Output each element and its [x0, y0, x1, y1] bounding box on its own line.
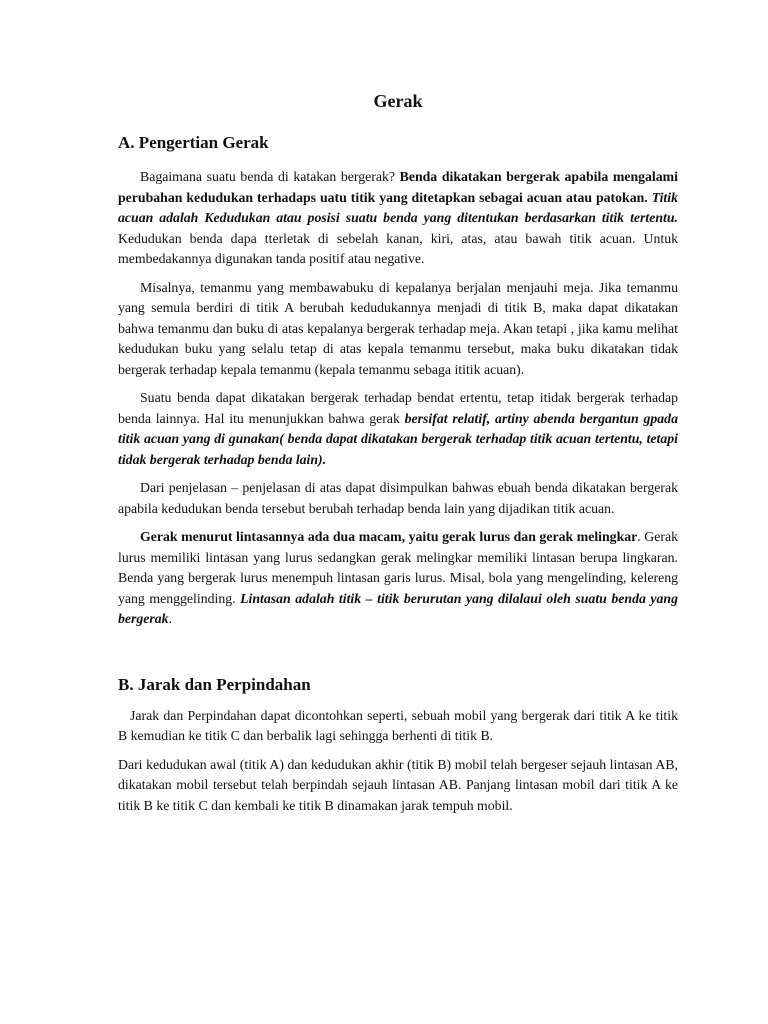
text-span: . Gerak lurus memiliki lintasan yang lurus sedangkan gerak melingkar memiliki lintasan berupa lingkaran. Benda yang bergerak lurus menempuh lintasan garis lurus. Misal, bola yang mengelinding, kelereng yang menggelinding.: [118, 529, 678, 606]
text-span: .: [168, 611, 173, 626]
section-b-paragraph-2: Dari kedudukan awal (titik A) dan kedudukan akhir (titik B) mobil telah bergeser sejauh lintasan AB, dikatakan mobil tersebut telah berpindah sejauh lintasan AB. Panjang lintasan mobil dari titik A ke titik B ke titik C dan kembali ke titik B dinamakan jarak tempuh mobil.: [118, 756, 678, 813]
bold-italic-text-span: Titik acuan adalah Kedudukan atau posisi suatu benda yang ditentukan berdasarkan titik tertentu.: [118, 189, 678, 225]
text-span: Kedudukan benda dapa tterletak di sebelah kanan, kiri, atas, atau bawah titik acuan. Untuk membedakannya digunakan tanda positif atau negative.: [118, 230, 678, 266]
section-b-heading: B. Jarak dan Perpindahan: [118, 674, 311, 694]
section-b-paragraph-1: Jarak dan Perpindahan dapat dicontohkan seperti, sebuah mobil yang bergerak dari titik A ke titik B kemudian ke titik C dan berbalik lagi sehingga berhenti di titik B.: [118, 707, 678, 743]
bold-italic-text-span: bersifat relatif, artiny abenda bergantun gpada titik acuan yang di gunakan( benda dapat dikatakan bergerak terhadap titik acuan tertentu, tetapi tidak bergerak terhadap benda lain).: [118, 410, 678, 467]
bold-text-span: Benda dikatakan bergerak apabila mengalami perubahan kedudukan terhadaps uatu titik yang ditetapkan sebagai acuan atau patokan.: [118, 169, 678, 205]
section-a-heading: A. Pengertian Gerak: [118, 133, 269, 152]
section-a-paragraph-5: [118, 527, 678, 630]
text-span: Bagaimana suatu benda di katakan bergerak?: [140, 169, 400, 184]
bold-text-span: Gerak menurut lintasannya ada dua macam, yaitu gerak lurus dan gerak melingkar: [140, 529, 638, 544]
section-a-paragraph-2: Misalnya, temanmu yang membawabuku di kepalanya berjalan menjauhi meja. Jika temanmu yang semula berdiri di titik A berubah kedudukannya menjadi di titik B, maka dapat dikatakan bahwa temanmu dan buku di atas kepalanya bergerak terhadap meja. Akan tetapi , jika kamu melihat kedudukan buku yang selalu tetap di atas kepala temanmu tersebut, maka buku dikatakan tidak bergerak terhadap kepala temanmu (kepala temanmu sebaga ititik acuan).: [118, 279, 678, 377]
section-a-paragraph-1: [118, 167, 678, 270]
bold-italic-text-span: Lintasan adalah titik – titik berurutan yang dilalaui oleh suatu benda yang bergerak: [118, 590, 678, 626]
section-a-paragraph-3: [118, 388, 678, 470]
document-page: [118, 90, 678, 824]
page-title: Gerak: [373, 91, 423, 111]
section-a-paragraph-4: Dari penjelasan – penjelasan di atas dapat disimpulkan bahwas ebuah benda dikatakan bergerak apabila kedudukan benda tersebut berubah terhadap benda lain yang dijadikan titik acuan.: [118, 480, 678, 516]
text-span: Suatu benda dapat dikatakan bergerak terhadap bendat ertentu, tetap itidak bergerak terhadap benda lainnya. Hal itu menunjukkan bahwa gerak: [118, 390, 678, 426]
